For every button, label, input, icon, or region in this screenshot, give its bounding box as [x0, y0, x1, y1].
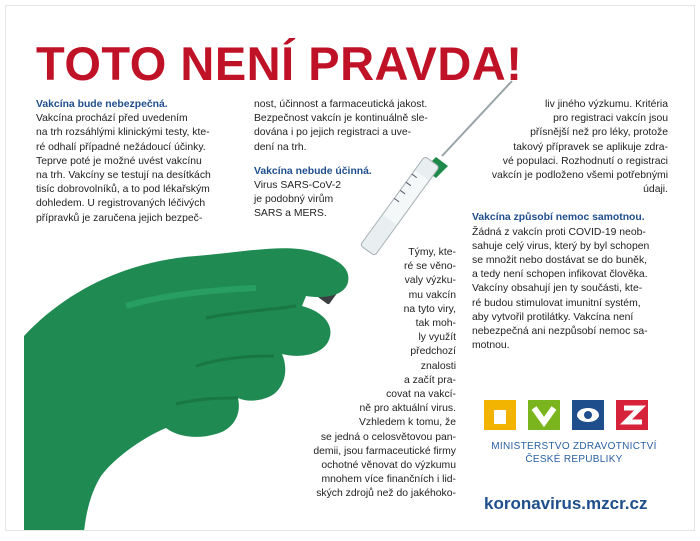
headline: TOTO NENÍ PRAVDA! — [36, 37, 523, 90]
col2-wrap-line: ně pro aktuální virus. — [359, 403, 456, 415]
column-2-wrap — [254, 246, 456, 502]
col2-wrap-line: tak moh- — [415, 318, 456, 330]
col3-line: vé populaci. Rozhodnutí o registraci — [502, 155, 668, 167]
col2-line: Virus SARS-CoV-2 — [254, 180, 342, 192]
col3-line: ré budou stimulovat imunitní systém, — [472, 297, 641, 309]
col2-wrap-line: ly využít — [418, 332, 456, 344]
ministry-line-2: ČESKÉ REPUBLIKY — [525, 454, 623, 465]
col3-line: liv jiného výzkumu. Kritéria — [545, 99, 668, 110]
col1-line: přípravků je zaručena jejich bezpeč- — [36, 212, 203, 224]
col1-line: na trh rozsáhlými klinickými testy, kte- — [36, 127, 210, 139]
col2-wrap-line: valy výzku- — [404, 275, 456, 287]
poster — [5, 5, 695, 531]
heading-dangerous: Vakcína bude nebezpečná. — [36, 99, 168, 110]
col2-line: nost, účinnost a farmaceutická jakost. — [254, 99, 428, 110]
ministry-logo — [484, 394, 652, 432]
col3-line: přísnější než pro léky, protože — [530, 127, 668, 139]
col1-line: dohledem. U registrovaných léčivých — [36, 198, 206, 210]
col3-line: Žádná z vakcín proti COVID-19 neob- — [472, 226, 646, 238]
col2-wrap-line: znalosti — [420, 360, 456, 372]
col3-line: motnou. — [472, 340, 510, 352]
col3-line: aby vytvořil protilátky. Vakcína není — [472, 311, 634, 323]
col3-line: údaji. — [643, 184, 668, 196]
col3-line: a tedy není schopen infikovat člověka. — [472, 269, 648, 281]
col1-line: na trh. Vakcíny se testují na desítkách — [36, 170, 211, 182]
col2-wrap-line: se jedná o celosvětovou pan- — [320, 431, 456, 443]
col3-line: Vakcíny obsahují jen ty součásti, kte- — [472, 283, 643, 295]
heading-ineffective: Vakcína nebude účinná. — [254, 165, 372, 177]
col3-line: nebezpečná ani nezpůsobí nemoc sa- — [472, 326, 648, 338]
col2-wrap-line: na tyto viry, — [403, 303, 456, 315]
website-url[interactable]: koronavirus.mzcr.cz — [484, 494, 648, 513]
col3-line: takový přípravek se aplikuje zdra- — [513, 141, 668, 153]
col2-line: SARS a MERS. — [254, 208, 327, 220]
col1-line: Teprve poté je možné uvést vakcínu — [36, 155, 202, 167]
col3-line: se množit nebo dostávat se do buněk, — [472, 255, 648, 267]
col2-wrap-line: mnohem více finančních i lid- — [321, 474, 456, 486]
column-3 — [472, 98, 668, 353]
col2-wrap-line: ských zdrojů než do jakéhoko- — [316, 488, 456, 500]
col1-line: ré odhalí případné nežádoucí účinky. — [36, 141, 206, 153]
ministry-name — [484, 440, 664, 466]
ministry-line-1: MINISTERSTVO ZDRAVOTNICTVÍ — [491, 441, 657, 452]
col3-line: pro registraci vakcín jsou — [553, 113, 668, 125]
column-2 — [254, 98, 454, 222]
col2-line: dení na trh. — [254, 141, 307, 153]
col1-line: Vakcína prochází před uvedením — [36, 113, 188, 125]
col2-line: dována i po jejich registraci a uve- — [254, 127, 412, 139]
col2-wrap-line: Vzhledem k tomu, že — [358, 417, 456, 429]
col2-wrap-line: demii, jsou farmaceutické firmy — [313, 445, 456, 457]
col2-wrap-line: mu vakcín — [408, 289, 456, 301]
col1-line: tisíc dobrovolníků, a to pod lékařským — [36, 184, 210, 196]
col3-line: sahuje celý virus, který by byl schopen — [472, 240, 650, 252]
heading-causes-disease: Vakcína způsobí nemoc samotnou. — [472, 212, 645, 224]
column-1 — [36, 98, 241, 226]
col2-wrap-line: covat na vakcí- — [386, 389, 456, 401]
col2-wrap-line: předchozí — [410, 346, 456, 358]
col2-wrap-line: a začít pra- — [404, 374, 456, 386]
col2-wrap-line: ochotné věnovat do výzkumu — [321, 460, 456, 472]
col2-line: je podobný virům — [254, 194, 334, 206]
col3-line: vakcín je podloženo všemi potřebnými — [491, 170, 668, 182]
col2-wrap-line: ré se věno- — [404, 261, 456, 273]
col2-line: Bezpečnost vakcín je kontinuálně sle- — [254, 113, 428, 125]
col2-wrap-line: Týmy, kte- — [408, 247, 456, 258]
